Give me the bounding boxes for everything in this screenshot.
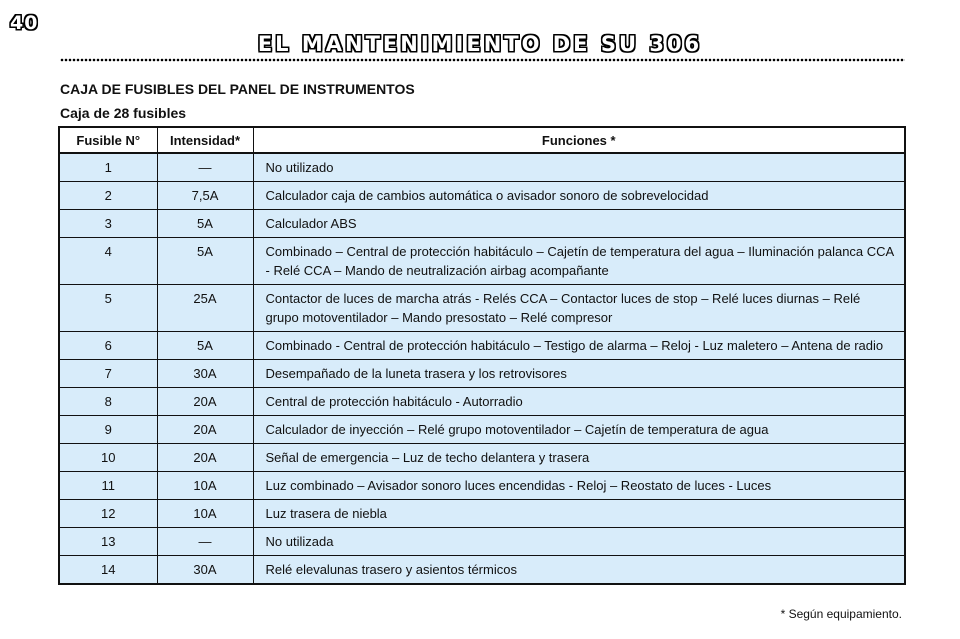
fuse-number-cell: 9 xyxy=(59,416,157,444)
column-header-fuse-number: Fusible N° xyxy=(59,127,157,153)
intensity-cell: 5A xyxy=(157,238,253,285)
intensity-cell: 5A xyxy=(157,332,253,360)
fuse-number-cell: 10 xyxy=(59,444,157,472)
fuse-number-cell: 12 xyxy=(59,500,157,528)
fuse-number-cell: 1 xyxy=(59,153,157,182)
fuse-number-cell: 13 xyxy=(59,528,157,556)
functions-cell: Combinado – Central de protección habitáculo – Cajetín de temperatura del agua – Iluminación palanca CCA - Relé CCA – Mando de neutralización airbag acompañante xyxy=(253,238,905,285)
fuse-number-cell: 4 xyxy=(59,238,157,285)
functions-cell: No utilizado xyxy=(253,153,905,182)
column-header-functions: Funciones * xyxy=(253,127,905,153)
section-subtitle: Caja de 28 fusibles xyxy=(60,105,187,121)
column-header-intensity: Intensidad* xyxy=(157,127,253,153)
intensity-cell: 20A xyxy=(157,416,253,444)
table-row xyxy=(59,500,905,528)
table-row xyxy=(59,153,905,182)
table-row xyxy=(59,285,905,332)
table-row xyxy=(59,472,905,500)
fuse-number-cell: 11 xyxy=(59,472,157,500)
functions-cell: Combinado - Central de protección habitáculo – Testigo de alarma – Reloj - Luz maletero – Antena de radio xyxy=(253,332,905,360)
intensity-cell: 30A xyxy=(157,360,253,388)
table-row xyxy=(59,182,905,210)
table-row xyxy=(59,360,905,388)
intensity-cell: 7,5A xyxy=(157,182,253,210)
functions-cell: No utilizada xyxy=(253,528,905,556)
table-row xyxy=(59,556,905,585)
intensity-cell: — xyxy=(157,153,253,182)
table-row xyxy=(59,416,905,444)
page-title: EL MANTENIMIENTO DE SU 306 xyxy=(257,32,703,56)
intensity-cell: 10A xyxy=(157,472,253,500)
table-row xyxy=(59,388,905,416)
fuse-number-cell: 2 xyxy=(59,182,157,210)
intensity-cell: — xyxy=(157,528,253,556)
functions-cell: Luz combinado – Avisador sonoro luces encendidas - Reloj – Reostato de luces - Luces xyxy=(253,472,905,500)
fuse-number-cell: 6 xyxy=(59,332,157,360)
section-title: CAJA DE FUSIBLES DEL PANEL DE INSTRUMENTOS xyxy=(60,81,415,97)
table-row xyxy=(59,210,905,238)
fuse-number-cell: 8 xyxy=(59,388,157,416)
intensity-cell: 20A xyxy=(157,388,253,416)
intensity-cell: 5A xyxy=(157,210,253,238)
functions-cell: Luz trasera de niebla xyxy=(253,500,905,528)
functions-cell: Central de protección habitáculo - Autorradio xyxy=(253,388,905,416)
page-number: 40 xyxy=(10,12,39,34)
functions-cell: Contactor de luces de marcha atrás - Relés CCA – Contactor luces de stop – Relé luces diurnas – Relé grupo motoventilador – Mando presostato – Relé compresor xyxy=(253,285,905,332)
intensity-cell: 10A xyxy=(157,500,253,528)
fuse-table xyxy=(58,126,906,585)
fuse-number-cell: 5 xyxy=(59,285,157,332)
dotted-divider xyxy=(60,58,905,62)
functions-cell: Calculador caja de cambios automática o avisador sonoro de sobrevelocidad xyxy=(253,182,905,210)
intensity-cell: 20A xyxy=(157,444,253,472)
fuse-number-cell: 7 xyxy=(59,360,157,388)
functions-cell: Calculador de inyección – Relé grupo motoventilador – Cajetín de temperatura de agua xyxy=(253,416,905,444)
functions-cell: Calculador ABS xyxy=(253,210,905,238)
intensity-cell: 25A xyxy=(157,285,253,332)
table-row xyxy=(59,332,905,360)
fuse-number-cell: 14 xyxy=(59,556,157,585)
functions-cell: Desempañado de la luneta trasera y los retrovisores xyxy=(253,360,905,388)
intensity-cell: 30A xyxy=(157,556,253,585)
footnote: * Según equipamiento. xyxy=(780,607,902,621)
fuse-number-cell: 3 xyxy=(59,210,157,238)
table-row xyxy=(59,528,905,556)
functions-cell: Señal de emergencia – Luz de techo delantera y trasera xyxy=(253,444,905,472)
functions-cell: Relé elevalunas trasero y asientos térmicos xyxy=(253,556,905,585)
table-row xyxy=(59,238,905,285)
table-header-row xyxy=(59,127,905,153)
table-row xyxy=(59,444,905,472)
